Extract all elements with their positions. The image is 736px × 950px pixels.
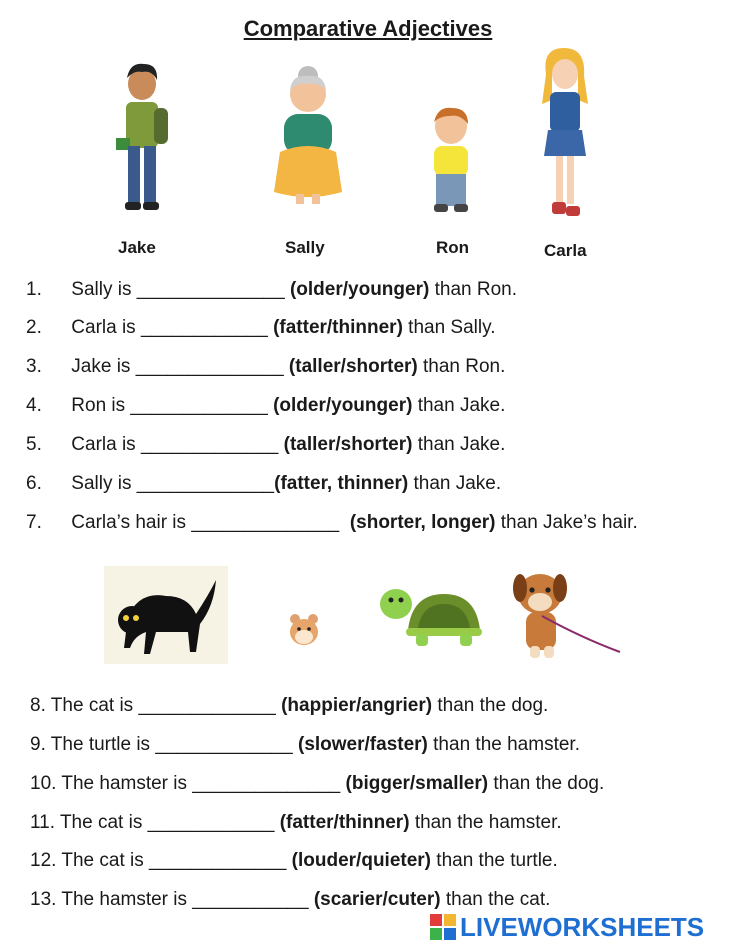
jake-illustration xyxy=(108,58,176,218)
question-9: 9. The turtle is _____________ (slower/faster) than the hamster. xyxy=(30,734,580,755)
person-name-ron: Ron xyxy=(436,238,470,257)
answer-blank[interactable]: ______________ xyxy=(136,279,285,300)
question-4: 4. Ron is _____________ (older/younger) than Jake. xyxy=(26,395,506,416)
answer-blank[interactable]: _____________ xyxy=(149,850,287,871)
hamster-illustration xyxy=(288,612,320,651)
answer-blank[interactable]: ___________ xyxy=(192,889,309,910)
answer-blank[interactable]: ______________ xyxy=(191,512,340,533)
answer-blank[interactable]: ____________ xyxy=(147,812,275,833)
answer-blank[interactable]: _____________ xyxy=(138,695,276,716)
person-name-sally: Sally xyxy=(285,238,325,257)
liveworksheets-logo: LIVEWORKSHEETS xyxy=(430,910,704,944)
person-name-carla: Carla xyxy=(544,241,587,260)
question-2: 2. Carla is ____________ (fatter/thinner) than Sally. xyxy=(26,317,496,338)
question-5: 5. Carla is _____________ (taller/shorter) than Jake. xyxy=(26,434,506,455)
answer-blank[interactable]: _____________ xyxy=(136,473,275,494)
answer-blank[interactable]: _____________ xyxy=(130,395,268,416)
turtle-illustration xyxy=(378,582,484,653)
question-10: 10. The hamster is ______________ (bigger/smaller) than the dog. xyxy=(30,773,605,794)
question-1: 1. Sally is ______________ (older/younger) than Ron. xyxy=(26,279,517,300)
question-3: 3. Jake is ______________ (taller/shorter) than Ron. xyxy=(26,356,506,377)
question-7: 7. Carla’s hair is ______________ (shorter, longer) than Jake’s hair. xyxy=(26,512,638,533)
liveworksheets-logo-icon xyxy=(430,914,456,940)
answer-blank[interactable]: ______________ xyxy=(192,773,341,794)
dog-illustration xyxy=(512,568,624,669)
question-13: 13. The hamster is ___________ (scarier/cuter) than the cat. xyxy=(30,889,551,910)
question-6: 6. Sally is _____________(fatter, thinner) than Jake. xyxy=(26,473,502,494)
page-title: Comparative Adjectives xyxy=(243,16,493,41)
answer-blank[interactable]: ______________ xyxy=(135,356,284,377)
question-12: 12. The cat is _____________ (louder/quieter) than the turtle. xyxy=(30,850,558,871)
answer-blank[interactable]: _____________ xyxy=(155,734,293,755)
ron-illustration xyxy=(424,104,478,216)
question-8: 8. The cat is _____________ (happier/angrier) than the dog. xyxy=(30,695,549,716)
question-11: 11. The cat is ____________ (fatter/thinner) than the hamster. xyxy=(30,812,562,833)
carla-illustration xyxy=(534,44,594,222)
answer-blank[interactable]: ____________ xyxy=(140,317,268,338)
person-name-jake: Jake xyxy=(118,238,156,257)
sally-illustration xyxy=(266,62,350,210)
answer-blank[interactable]: _____________ xyxy=(140,434,279,455)
cat-illustration xyxy=(104,566,228,664)
